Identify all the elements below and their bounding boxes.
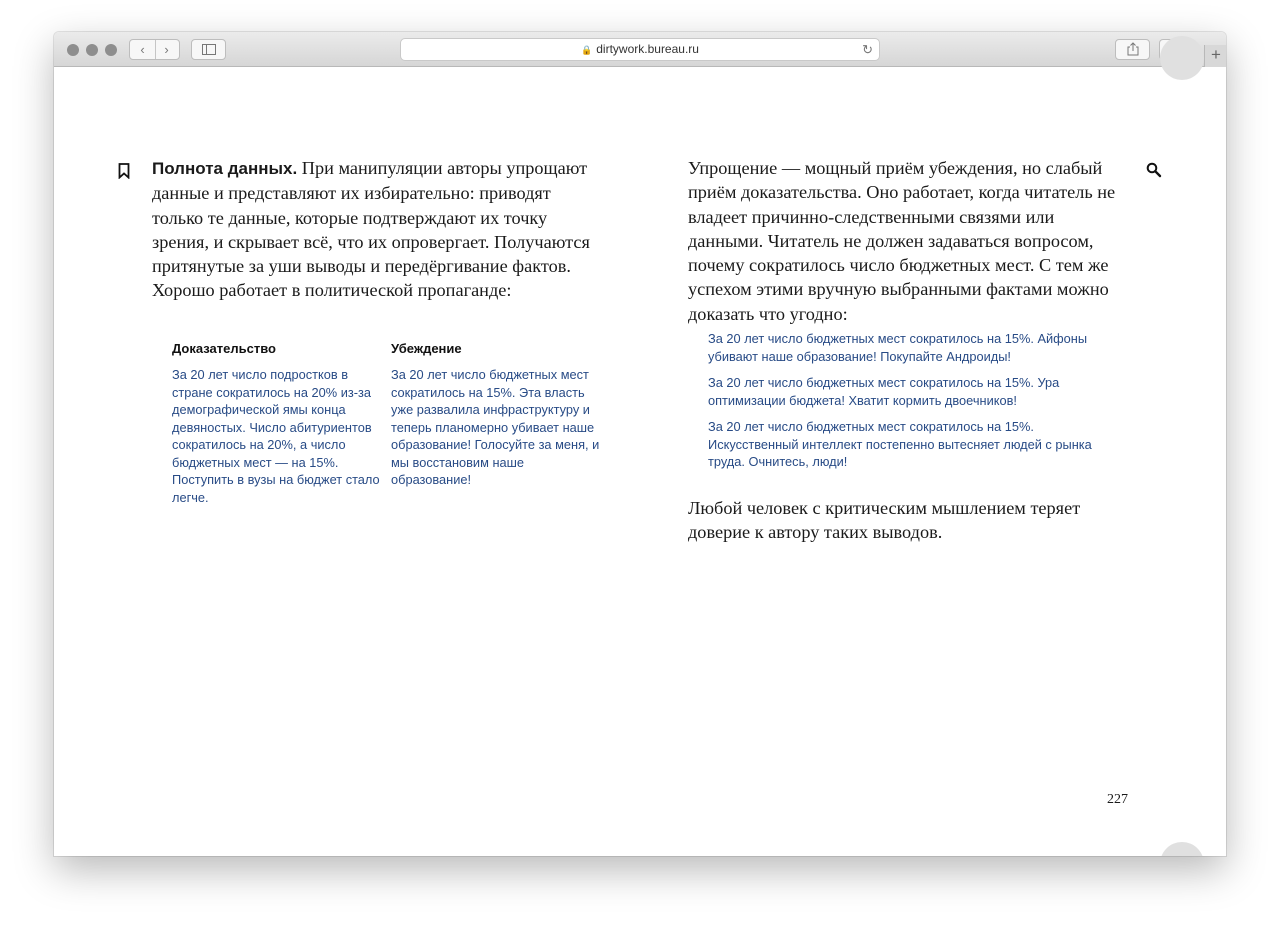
page-number: 227 (1107, 792, 1128, 807)
url-value: dirtywork.bureau.ru (596, 42, 699, 56)
example-item: За 20 лет число бюджетных мест сократилось на 15%. Ура оптимизации бюджета! Хватит кормить двоечников! (708, 375, 1060, 408)
lock-icon: 🔒 (581, 45, 593, 55)
example-item: За 20 лет число бюджетных мест сократилось на 15%. Айфоны убивают наше образование! Покупайте Андроиды! (708, 331, 1088, 364)
table-header-proof: Доказательство (172, 341, 276, 356)
close-window-button[interactable] (67, 44, 79, 56)
forward-icon[interactable]: › (164, 42, 169, 57)
right-column-conclusion: Любой человек с критическим мышлением теряет доверие к автору таких выводов. (688, 498, 1081, 543)
address-bar[interactable] (400, 38, 880, 61)
page-nav-up-control[interactable] (1160, 36, 1204, 80)
nav-divider (155, 40, 156, 59)
minimize-window-button[interactable] (86, 44, 98, 56)
lead-heading: Полнота данных. (152, 159, 298, 178)
right-column-intro: Упрощение — мощный приём убеждения, но слабый приём доказательства. Оно работает, когда читатель не владеет причинно-следственными связями или данными. Читатель не должен задаваться вопросом, почему сократилось число бюджетных мест. С тем же успехом этими вручную выбранными фактами можно доказать что угодно: (688, 158, 1116, 324)
browser-window (54, 32, 1226, 856)
maximize-window-button[interactable] (105, 44, 117, 56)
share-button[interactable] (1115, 39, 1150, 60)
lead-paragraph: При манипуляции авторы упрощают данные и представляют их избирательно: приводят только те данные, которые подтверждают их точку зрения, и скрывает всё, что их опровергает. Получаются притянутые за уши выводы и передёргивание фактов. Хорошо работает в политической пропаганде: (152, 158, 590, 301)
examples-list (708, 330, 1123, 480)
search-icon[interactable] (1146, 162, 1162, 178)
left-column-text (152, 156, 597, 303)
title-bar (54, 32, 1226, 67)
page-nav-down-control[interactable] (1160, 842, 1204, 856)
share-icon (1127, 42, 1139, 56)
example-item: За 20 лет число бюджетных мест сократилось на 15%. Искусственный интеллект постепенно вытесняет людей с рынка труда. Очнитесь, люди! (708, 419, 1092, 469)
table-header-persuasion: Убеждение (391, 341, 462, 356)
table-cell-proof: За 20 лет число подростков в стране сократилось на 20% из-за демографической ямы конца девяностых. Число абитуриентов сократилось на 20%, а число бюджетных мест — на 15%. Поступить в вузы на бюджет стало легче. (172, 367, 380, 505)
sidebar-icon (202, 44, 216, 55)
back-icon[interactable]: ‹ (140, 42, 145, 57)
book-page (54, 68, 1226, 856)
url-text (401, 39, 879, 61)
sidebar-button[interactable] (191, 39, 226, 60)
bookmark-icon[interactable] (118, 163, 130, 179)
table-cell-persuasion: За 20 лет число бюджетных мест сократилось на 15%. Эта власть уже развалила инфраструктуру и теперь планомерно убивает наше образование! Голосуйте за меня, и мы восстановим наше образование! (391, 367, 600, 487)
navigation-buttons (129, 39, 180, 60)
reload-icon[interactable]: ↻ (862, 42, 873, 57)
new-tab-icon[interactable]: + (1204, 45, 1226, 67)
